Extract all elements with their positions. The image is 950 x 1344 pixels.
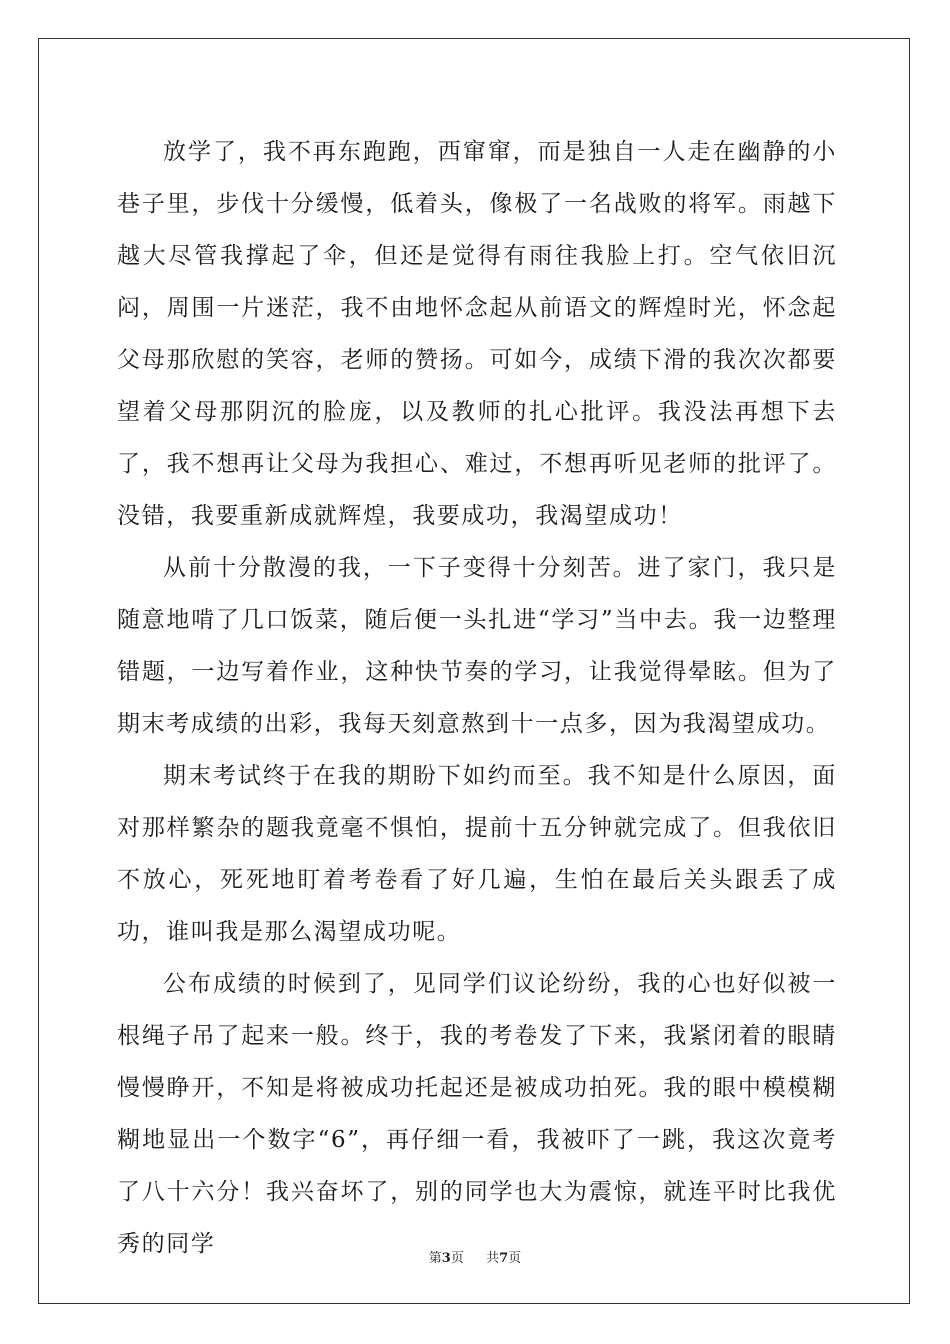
page-footer	[0, 1247, 950, 1266]
paragraph-4: 公布成绩的时候到了，见同学们议论纷纷，我的心也好似被一根绳子吊了起来一般。终于，我的考卷发了下来，我紧闭着的眼睛慢慢睁开，不知是将被成功托起还是被成功拍死。我的眼中模模糊糊地显出一个数字“6”，再仔细一看，我被吓了一跳，我这次竟考了八十六分！我兴奋坏了，别的同学也大为震惊，就连平时比我优秀的同学	[117, 971, 837, 1257]
paragraph-2: 从前十分散漫的我，一下子变得十分刻苦。进了家门，我只是随意地啃了几口饭菜，随后便一头扎进“学习”当中去。我一边整理错题，一边写着作业，这种快节奏的学习，让我觉得晕眩。但为了期末考成绩的出彩，我每天刻意熬到十一点多，因为我渴望成功。	[117, 555, 837, 737]
document-body	[117, 126, 837, 1270]
paragraph-1: 放学了，我不再东跑跑，西窜窜，而是独自一人走在幽静的小巷子里，步伐十分缓慢，低着头，像极了一名战败的将军。雨越下越大尽管我撑起了伞，但还是觉得有雨往我脸上打。空气依旧沉闷，周围一片迷茫，我不由地怀念起从前语文的辉煌时光，怀念起父母那欣慰的笑容，老师的赞扬。可如今，成绩下滑的我次次都要望着父母那阴沉的脸庞，以及教师的扎心批评。我没法再想下去了，我不想再让父母为我担心、难过，不想再听见老师的批评了。没错，我要重新成就辉煌，我要成功，我渴望成功！	[117, 139, 837, 529]
page-number: 第3页	[428, 1251, 464, 1266]
paragraph-3: 期末考试终于在我的期盼下如约而至。我不知是什么原因，面对那样繁杂的题我竟毫不惧怕，提前十五分钟就完成了。但我依旧不放心，死死地盯着考卷看了好几遍，生怕在最后关头跟丢了成功，谁叫我是那么渴望成功呢。	[117, 763, 837, 945]
page-total: 共7页	[486, 1251, 522, 1266]
